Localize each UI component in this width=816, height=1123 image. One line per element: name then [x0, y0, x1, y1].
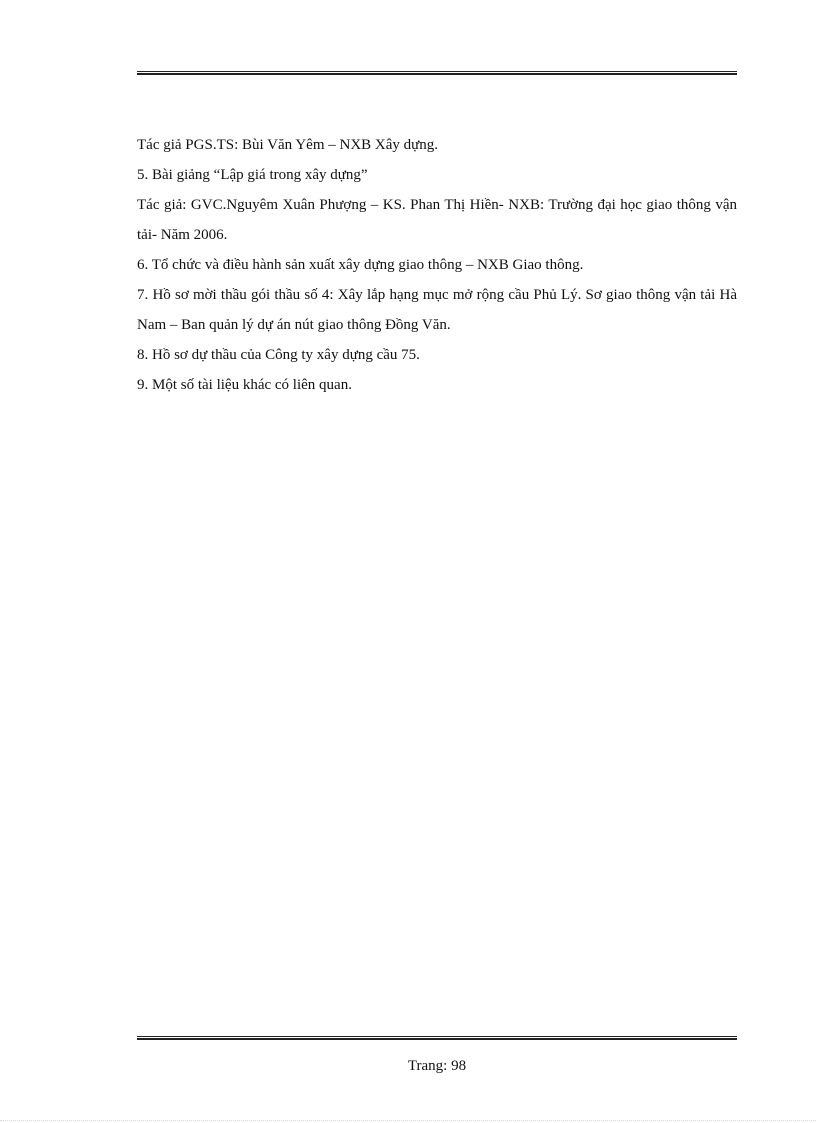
page-edge	[0, 1120, 816, 1122]
page-number: Trang: 98	[407, 1058, 467, 1074]
reference-item: Tác giả: GVC.Nguyêm Xuân Phượng – KS. Phan Thị Hiền- NXB: Trường đại học giao thông vận tải- Năm 2006.	[137, 197, 737, 243]
reference-item: 5. Bài giảng “Lập giá trong xây dựng”	[137, 167, 368, 183]
reference-list	[137, 130, 737, 400]
footer-rule	[137, 1036, 737, 1040]
reference-item: 9. Một số tài liệu khác có liên quan.	[137, 377, 352, 393]
reference-item: Tác giả PGS.TS: Bùi Văn Yêm – NXB Xây dựng.	[137, 137, 439, 153]
reference-item: 8. Hồ sơ dự thầu của Công ty xây dựng cầu 75.	[137, 347, 420, 363]
reference-item: 6. Tổ chức và điều hành sản xuất xây dựng giao thông – NXB Giao thông.	[137, 257, 584, 273]
reference-item: 7. Hồ sơ mời thầu gói thầu số 4: Xây lắp hạng mục mở rộng cầu Phủ Lý. Sơ giao thông vận tải Hà Nam – Ban quản lý dự án nút giao thông Đồng Văn.	[137, 287, 737, 333]
header-rule	[137, 71, 737, 75]
